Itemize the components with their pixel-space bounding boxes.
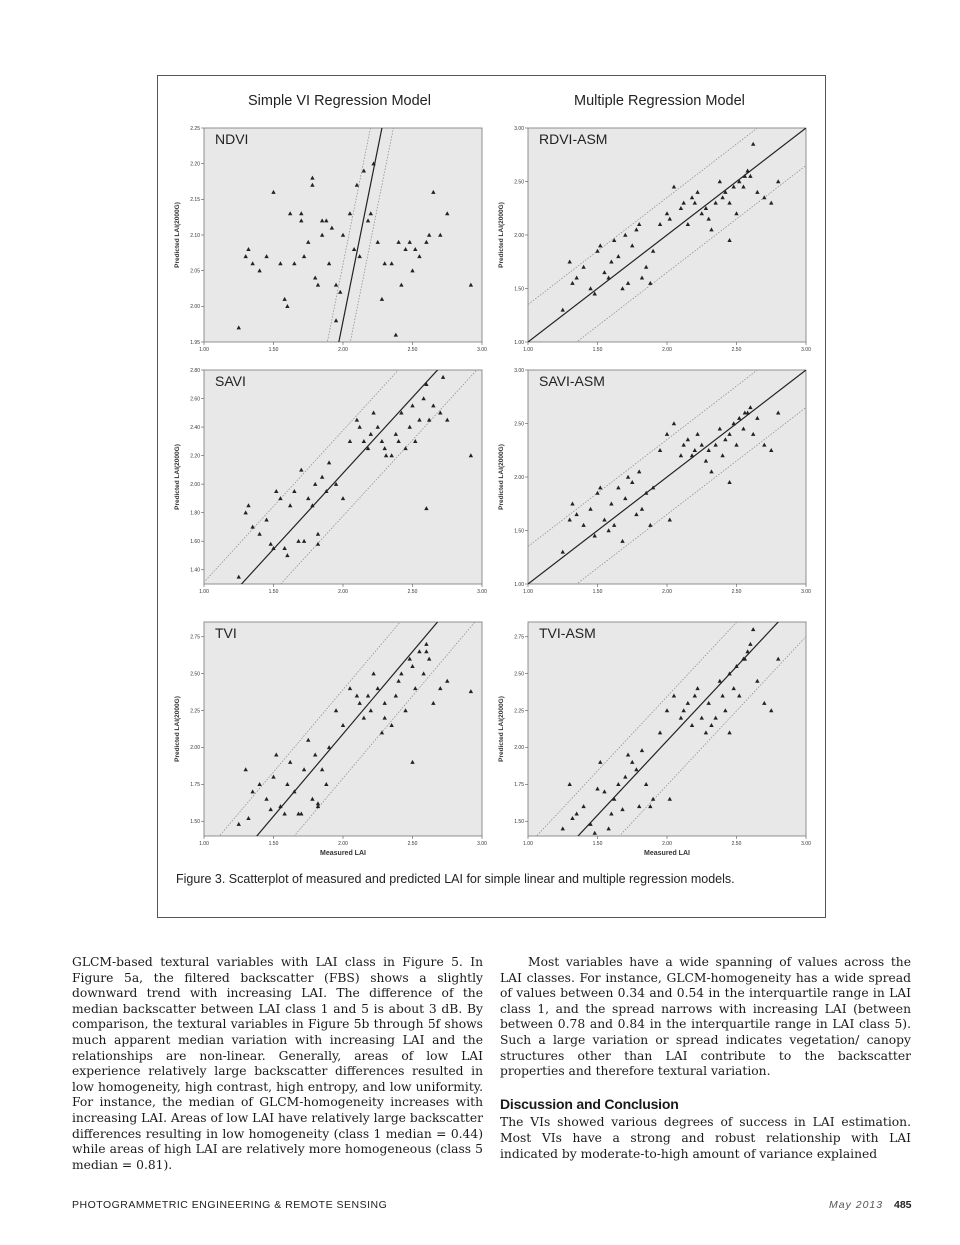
page-number: 485 bbox=[894, 1199, 912, 1211]
x-tick-label: 2.50 bbox=[407, 841, 418, 847]
y-tick-label: 3.00 bbox=[514, 125, 524, 132]
x-tick-label: 1.50 bbox=[592, 841, 603, 847]
y-tick-label: 2.00 bbox=[514, 474, 524, 481]
y-tick-label: 2.10 bbox=[190, 232, 200, 239]
x-tick-label: 1.00 bbox=[523, 841, 533, 847]
y-tick-label: 2.60 bbox=[190, 396, 200, 403]
x-tick-label: 1.50 bbox=[268, 347, 279, 353]
left-text-column bbox=[72, 955, 483, 1173]
x-tick-label: 2.50 bbox=[731, 589, 742, 595]
y-tick-label: 1.50 bbox=[190, 819, 200, 826]
x-tick-label: 1.50 bbox=[592, 589, 603, 595]
y-tick-label: 2.15 bbox=[190, 197, 200, 204]
panel-title: NDVI bbox=[215, 131, 249, 147]
x-tick-label: 3.00 bbox=[477, 841, 487, 847]
panel-title: TVI bbox=[215, 625, 237, 641]
figure-caption: Figure 3. Scatterplot of measured and predicted LAI for simple linear and multiple regression models. bbox=[176, 872, 735, 886]
y-tick-label: 2.25 bbox=[190, 708, 200, 715]
y-tick-label: 2.00 bbox=[514, 232, 524, 239]
x-tick-label: 2.00 bbox=[338, 841, 348, 847]
y-tick-label: 1.50 bbox=[514, 286, 524, 293]
footer-journal-name: PHOTOGRAMMETRIC ENGINEERING & REMOTE SENSING bbox=[72, 1199, 388, 1211]
y-tick-label: 2.40 bbox=[190, 424, 200, 431]
y-tick-label: 1.75 bbox=[190, 782, 200, 789]
y-tick-label: 2.00 bbox=[514, 745, 524, 752]
y-tick-label: 1.60 bbox=[190, 539, 200, 545]
x-tick-label: 1.00 bbox=[523, 589, 533, 595]
x-tick-label: 1.50 bbox=[592, 347, 603, 353]
scatterplot-tvi-asm bbox=[484, 614, 814, 864]
x-tick-label: 1.50 bbox=[268, 589, 279, 595]
x-tick-label: 1.00 bbox=[199, 589, 209, 595]
y-tick-label: 2.75 bbox=[514, 634, 524, 641]
scatterplot-ndvi bbox=[160, 120, 490, 360]
y-tick-label: 2.80 bbox=[190, 367, 200, 374]
y-tick-label: 2.50 bbox=[514, 671, 524, 678]
y-axis-label: Predicted LAI(2000G) bbox=[174, 696, 181, 762]
footer-date: May 2013 bbox=[829, 1199, 884, 1211]
y-tick-label: 2.25 bbox=[514, 708, 524, 715]
x-tick-label: 3.00 bbox=[801, 841, 811, 847]
scatterplot-rdvi-asm bbox=[484, 120, 814, 360]
panel-title: RDVI-ASM bbox=[539, 131, 608, 147]
y-tick-label: 2.50 bbox=[514, 179, 524, 186]
y-tick-label: 3.00 bbox=[514, 367, 524, 374]
x-tick-label: 1.50 bbox=[268, 841, 279, 847]
y-axis-label: Predicted LAI(2000G) bbox=[498, 202, 505, 268]
right-column-title: Multiple Regression Model bbox=[574, 93, 745, 109]
y-tick-label: 2.20 bbox=[190, 161, 200, 168]
x-axis-label: Measured LAI bbox=[644, 850, 690, 857]
body-paragraph: GLCM-based textural variables with LAI class in Figure 5. In Figure 5a, the filtered backscatter (FBS) shows a slightly downward trend with increasing LAI. The difference of the median backscatter between LAI class 1 and 5 is about 3 dB. By comparison, the textural variables in Figure 5b through 5f shows much apparent median variation with increasing LAI and the relationships are non-linear. Generally, areas of low LAI experience relatively large backscatter differences resulted in low homogeneity, high contrast, high entropy, and low uniformity. For instance, the median of GLCM-homogeneity increases with increasing LAI. Areas of low LAI have relatively large backscatter differences resulting in low homogeneity (class 1 median = 0.44) while areas of high LAI are relatively more homogeneous (class 5 median = 0.81). bbox=[72, 955, 483, 1172]
body-paragraph: Most variables have a wide spanning of values across the LAI classes. For instance, GLCM-homogeneity has a wide spread of values between 0.34 and 0.54 in the interquartile range in LAI class 1, and the spread narrows with increasing LAI (between between 0.78 and 0.84 in the interquartile range in LAI class 5). Such a large variation or spread indicates vegetation/ canopy structures other than LAI contribute to the backscatter properties and therefore textural variation. bbox=[500, 955, 911, 1079]
x-tick-label: 2.50 bbox=[407, 347, 418, 353]
panel-title: SAVI-ASM bbox=[539, 373, 605, 389]
right-text-column bbox=[500, 955, 911, 1162]
x-tick-label: 2.00 bbox=[662, 841, 672, 847]
y-axis-label: Predicted LAI(2000G) bbox=[174, 444, 181, 510]
y-axis-label: Predicted LAI(2000G) bbox=[498, 444, 505, 510]
y-tick-label: 2.20 bbox=[190, 453, 200, 460]
panel-title: SAVI bbox=[215, 373, 246, 389]
y-tick-label: 2.05 bbox=[190, 268, 200, 275]
y-tick-label: 1.50 bbox=[514, 819, 524, 826]
x-tick-label: 1.00 bbox=[199, 841, 209, 847]
scatterplot-savi bbox=[160, 362, 490, 602]
x-tick-label: 3.00 bbox=[477, 347, 487, 353]
x-tick-label: 3.00 bbox=[477, 589, 487, 595]
plot-area bbox=[204, 370, 482, 584]
x-tick-label: 2.00 bbox=[338, 589, 348, 595]
y-tick-label: 2.75 bbox=[190, 634, 200, 641]
y-tick-label: 2.50 bbox=[190, 671, 200, 678]
x-axis-label: Measured LAI bbox=[320, 850, 366, 857]
x-tick-label: 2.00 bbox=[338, 347, 348, 353]
scatterplot-tvi bbox=[160, 614, 490, 864]
plot-area bbox=[204, 622, 482, 836]
plot-area bbox=[528, 622, 806, 836]
x-tick-label: 1.00 bbox=[523, 347, 533, 353]
x-tick-label: 1.00 bbox=[199, 347, 209, 353]
x-tick-label: 3.00 bbox=[801, 589, 811, 595]
x-tick-label: 2.50 bbox=[731, 347, 742, 353]
y-tick-label: 2.00 bbox=[190, 481, 200, 488]
y-tick-label: 2.25 bbox=[190, 125, 200, 132]
panel-title: TVI-ASM bbox=[539, 625, 596, 641]
scatterplot-savi-asm bbox=[484, 362, 814, 602]
y-axis-label: Predicted LAI(2000G) bbox=[498, 696, 505, 762]
x-tick-label: 2.50 bbox=[731, 841, 742, 847]
y-axis-label: Predicted LAI(2000G) bbox=[174, 202, 181, 268]
y-tick-label: 1.95 bbox=[190, 339, 200, 346]
y-tick-label: 1.75 bbox=[514, 782, 524, 789]
y-tick-label: 2.00 bbox=[190, 304, 200, 311]
body-paragraph: The VIs showed various degrees of success in LAI estimation. Most VIs have a strong and robust relationship with LAI indicated by moderate-to-high amount of variance explained bbox=[500, 1115, 911, 1161]
x-tick-label: 2.00 bbox=[662, 589, 672, 595]
y-tick-label: 1.00 bbox=[514, 339, 524, 346]
y-tick-label: 1.50 bbox=[514, 528, 524, 535]
y-tick-label: 1.80 bbox=[190, 510, 200, 517]
x-tick-label: 3.00 bbox=[801, 347, 811, 353]
y-tick-label: 1.40 bbox=[190, 567, 200, 574]
left-column-title: Simple VI Regression Model bbox=[248, 93, 431, 109]
section-heading: Discussion and Conclusion bbox=[500, 1095, 679, 1112]
y-tick-label: 2.00 bbox=[190, 745, 200, 752]
y-tick-label: 2.50 bbox=[514, 421, 524, 428]
x-tick-label: 2.50 bbox=[407, 589, 418, 595]
y-tick-label: 1.00 bbox=[514, 581, 524, 588]
x-tick-label: 2.00 bbox=[662, 347, 672, 353]
